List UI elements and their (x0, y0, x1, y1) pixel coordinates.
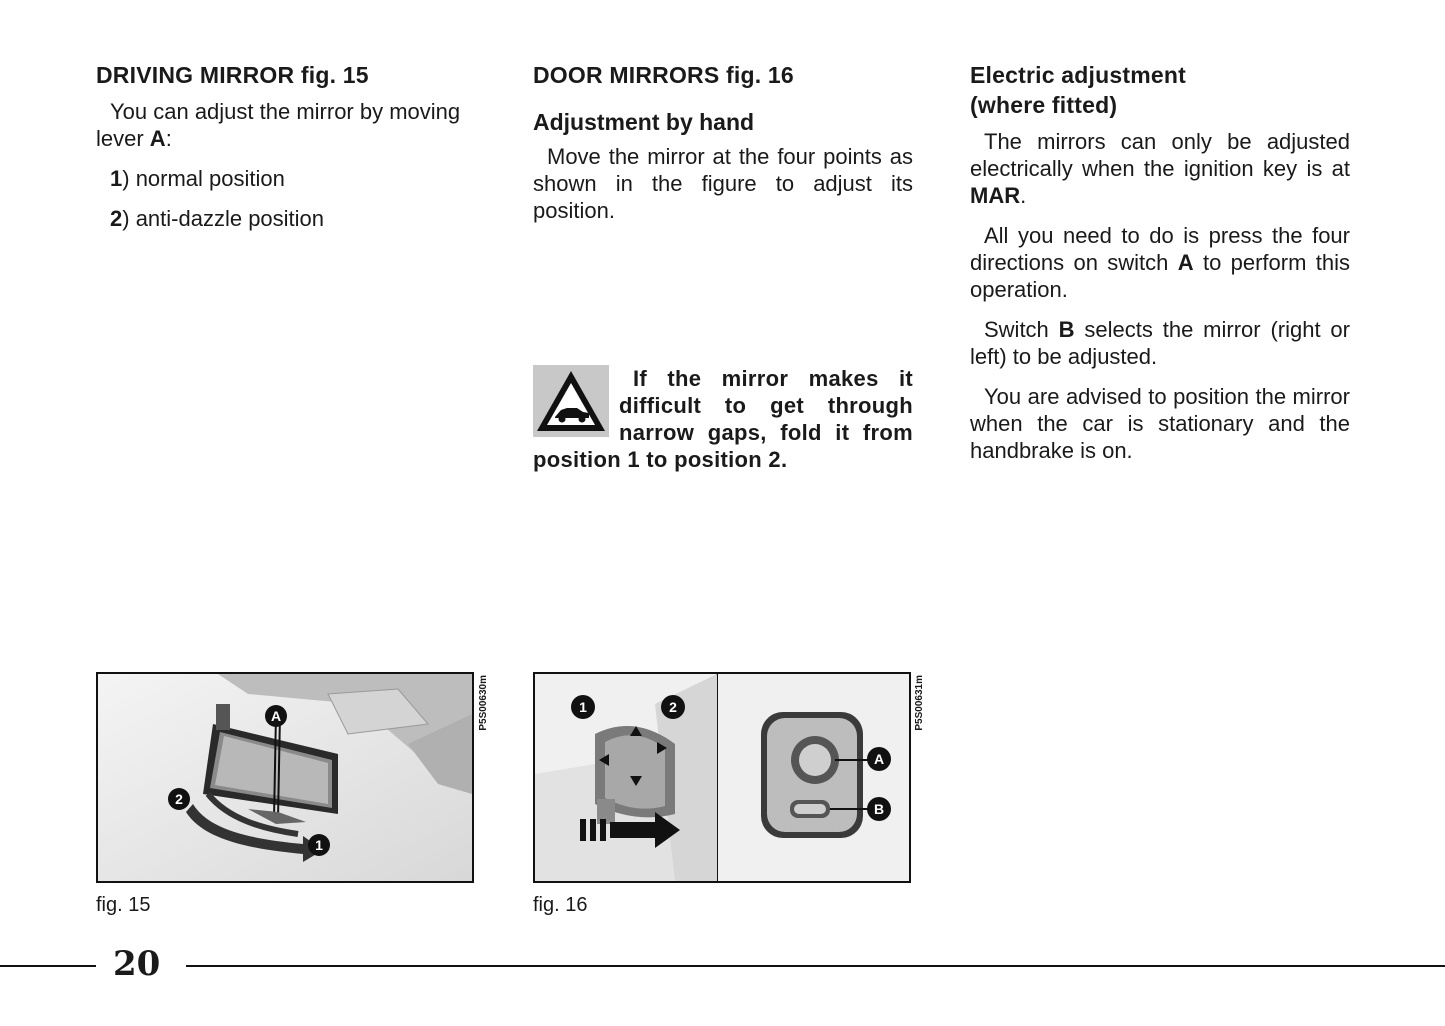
list-item-normal-position: 1) normal position (110, 166, 285, 191)
footer-rule-right (186, 965, 1445, 967)
page-number: 20 (113, 944, 161, 984)
paragraph-switch-b: Switch B selects the mirror (right or left) to be adjusted. (970, 317, 1350, 369)
paragraph-switch-a: All you need to do is press the four directions on switch A to perform this operation. (970, 223, 1350, 302)
figure-16-caption: fig. 16 (533, 894, 588, 916)
column-door-mirrors (533, 60, 913, 237)
figure-15-code: P5S00630m (478, 675, 489, 731)
figure-16-door-mirror (533, 672, 911, 883)
heading-door-mirrors: DOOR MIRRORS fig. 16 (533, 62, 794, 88)
warning-triangle-car-icon (533, 365, 609, 437)
paragraph-ignition-mar: The mirrors can only be adjusted electrically when the ignition key is at MAR. (970, 129, 1350, 208)
column-driving-mirror (96, 60, 480, 245)
warning-text: If the mirror makes it difficult to get through narrow gaps, fold it from position 1 to position 2. (533, 366, 913, 472)
heading-electric-adjustment: Electric adjustment (970, 62, 1186, 88)
label-2-badge: 2 (661, 695, 685, 719)
figure-15-caption: fig. 15 (96, 894, 151, 916)
label-2-badge: 2 (168, 788, 190, 810)
figure-15-rear-view-mirror (96, 672, 474, 883)
warning-note (533, 365, 913, 473)
list-item-anti-dazzle: 2) anti-dazzle position (110, 206, 325, 231)
label-1-badge: 1 (571, 695, 595, 719)
label-a-badge: A (867, 747, 891, 771)
paragraph-manual-adjust: Move the mirror at the four points as shown in the figure to adjust its position. (533, 144, 913, 223)
footer-rule-left (0, 965, 96, 967)
label-1-badge: 1 (308, 834, 330, 856)
subheading-adjustment-by-hand: Adjustment by hand (533, 109, 755, 135)
heading-driving-mirror: DRIVING MIRROR fig. 15 (96, 62, 369, 88)
column-electric-adjustment (970, 60, 1350, 477)
paragraph-advice: You are advised to position the mirror when the car is stationary and the handbrake is on. (970, 384, 1350, 463)
figure-16-code: P5S00631m (914, 675, 925, 731)
paragraph-adjust-lever: You can adjust the mirror by moving lever A: (96, 99, 461, 151)
label-b-badge: B (867, 797, 891, 821)
label-a-badge: A (265, 705, 287, 727)
heading-where-fitted: (where fitted) (970, 92, 1118, 118)
